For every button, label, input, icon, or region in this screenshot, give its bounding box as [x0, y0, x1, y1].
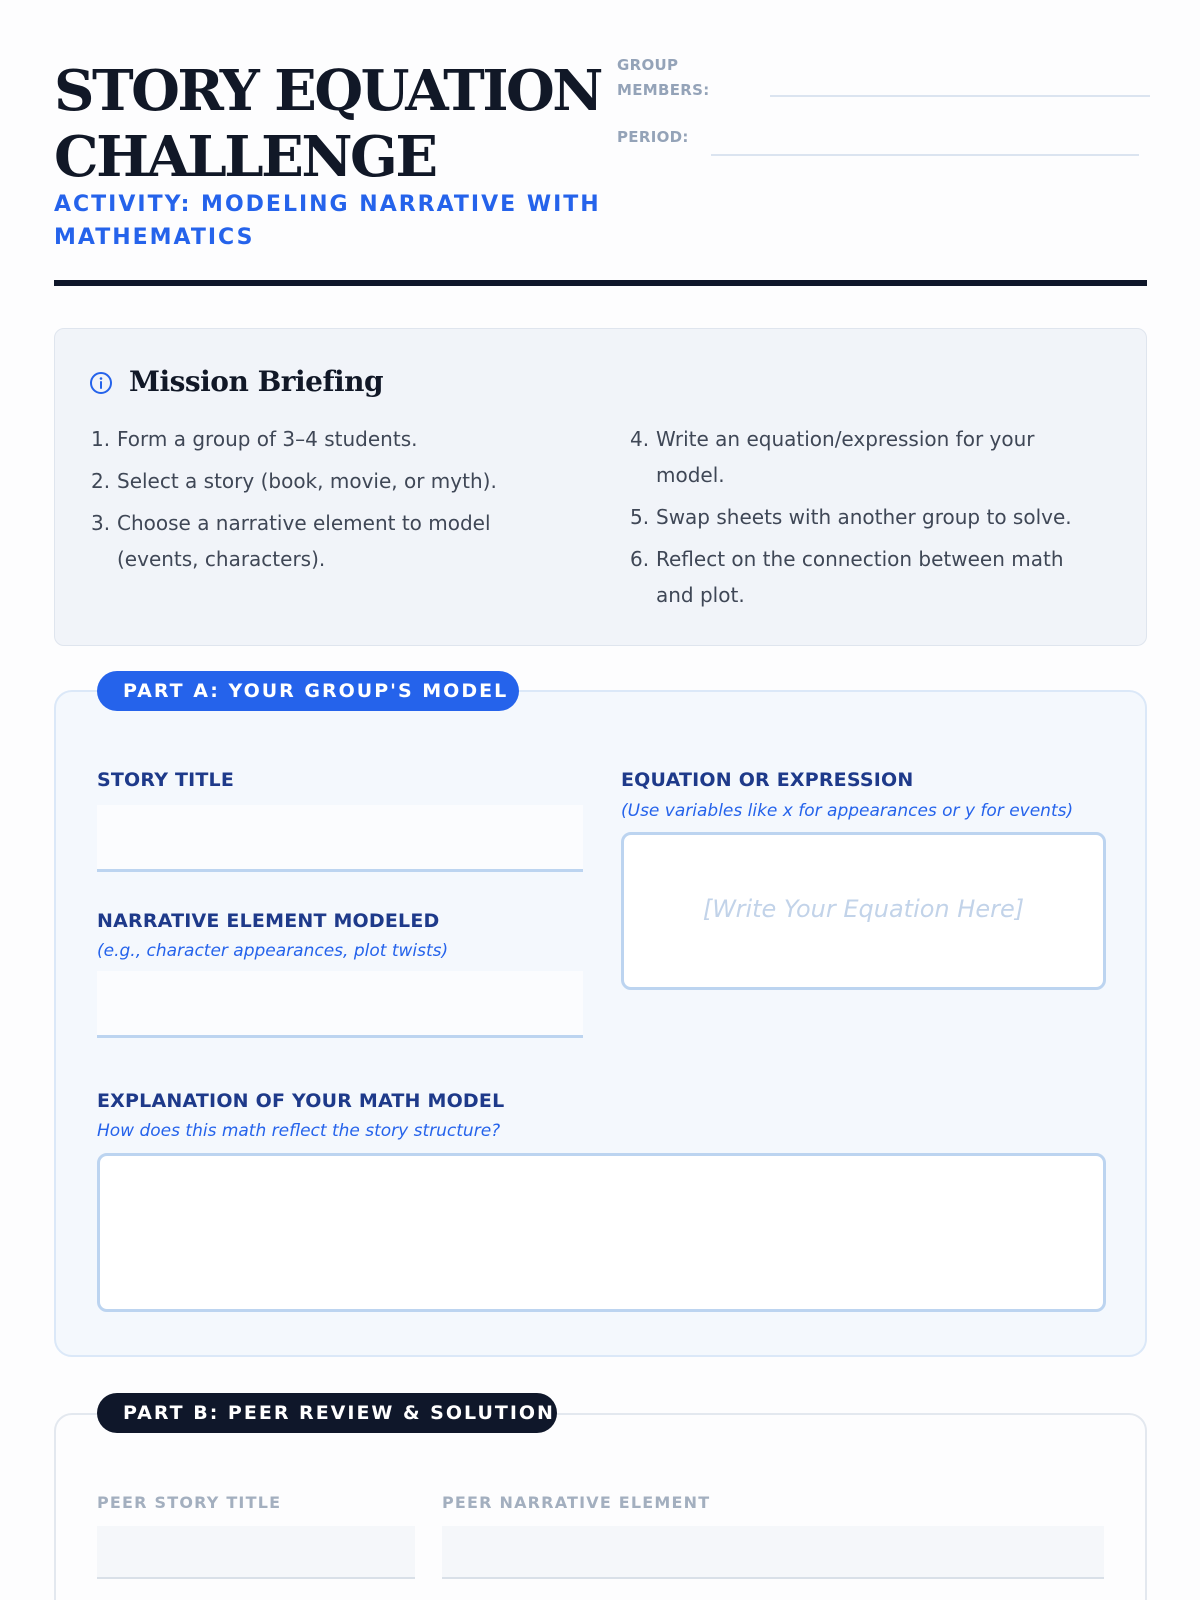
briefing-steps-left [91, 421, 571, 583]
step-text: Reflect on the connection between math and plot. [656, 547, 1064, 607]
step-number: 2. [91, 469, 111, 493]
step-number: 5. [630, 505, 650, 529]
period-field[interactable] [711, 154, 1139, 156]
briefing-title: Mission Briefing [129, 365, 384, 398]
explanation-input[interactable] [97, 1153, 1106, 1312]
part-a-heading: PART A: YOUR GROUP'S MODEL [97, 671, 519, 711]
equation-placeholder: [Write Your Equation Here] [702, 895, 1025, 923]
peer-story-title-input[interactable] [97, 1526, 415, 1579]
peer-narrative-element-label: PEER NARRATIVE ELEMENT [442, 1493, 711, 1512]
mission-briefing-panel [54, 328, 1147, 646]
activity-subtitle: ACTIVITY: MODELING NARRATIVE WITH MATHEMATICS [54, 192, 601, 250]
explanation-hint: How does this math reflect the story structure? [97, 1121, 501, 1141]
narrative-element-label: NARRATIVE ELEMENT MODELED [97, 910, 440, 932]
step-number: 6. [630, 547, 650, 571]
step-number: 1. [91, 427, 111, 451]
explanation-label: EXPLANATION OF YOUR MATH MODEL [97, 1090, 505, 1112]
header-divider [54, 280, 1147, 286]
briefing-step [630, 541, 1100, 613]
story-title-input[interactable] [97, 805, 583, 872]
info-icon [89, 371, 113, 395]
page-title: STORY EQUATION CHALLENGE [54, 58, 601, 190]
equation-input[interactable] [621, 832, 1106, 990]
briefing-step [630, 421, 1100, 493]
part-b-heading: PART B: PEER REVIEW & SOLUTION [97, 1393, 557, 1433]
equation-hint: (Use variables like x for appearances or y for events) [621, 801, 1074, 821]
briefing-step [91, 505, 571, 577]
briefing-step [91, 421, 571, 457]
step-number: 3. [91, 511, 111, 535]
peer-story-title-label: PEER STORY TITLE [97, 1493, 282, 1512]
step-number: 4. [630, 427, 650, 451]
narrative-element-hint: (e.g., character appearances, plot twists) [97, 941, 449, 961]
step-text: Choose a narrative element to model (events, characters). [117, 511, 491, 571]
period-label: PERIOD: [617, 128, 689, 146]
story-title-label: STORY TITLE [97, 769, 235, 791]
briefing-step [630, 499, 1100, 535]
step-text: Swap sheets with another group to solve. [656, 505, 1072, 529]
equation-label: EQUATION OR EXPRESSION [621, 769, 914, 791]
narrative-element-input[interactable] [97, 971, 583, 1038]
peer-narrative-element-input[interactable] [442, 1526, 1104, 1579]
step-text: Select a story (book, movie, or myth). [117, 469, 497, 493]
step-text: Write an equation/expression for your model. [656, 427, 1035, 487]
group-members-field[interactable] [770, 95, 1150, 97]
briefing-steps-right [630, 421, 1100, 619]
group-members-label: GROUP MEMBERS: [617, 56, 710, 99]
step-text: Form a group of 3–4 students. [117, 427, 418, 451]
briefing-step [91, 463, 571, 499]
